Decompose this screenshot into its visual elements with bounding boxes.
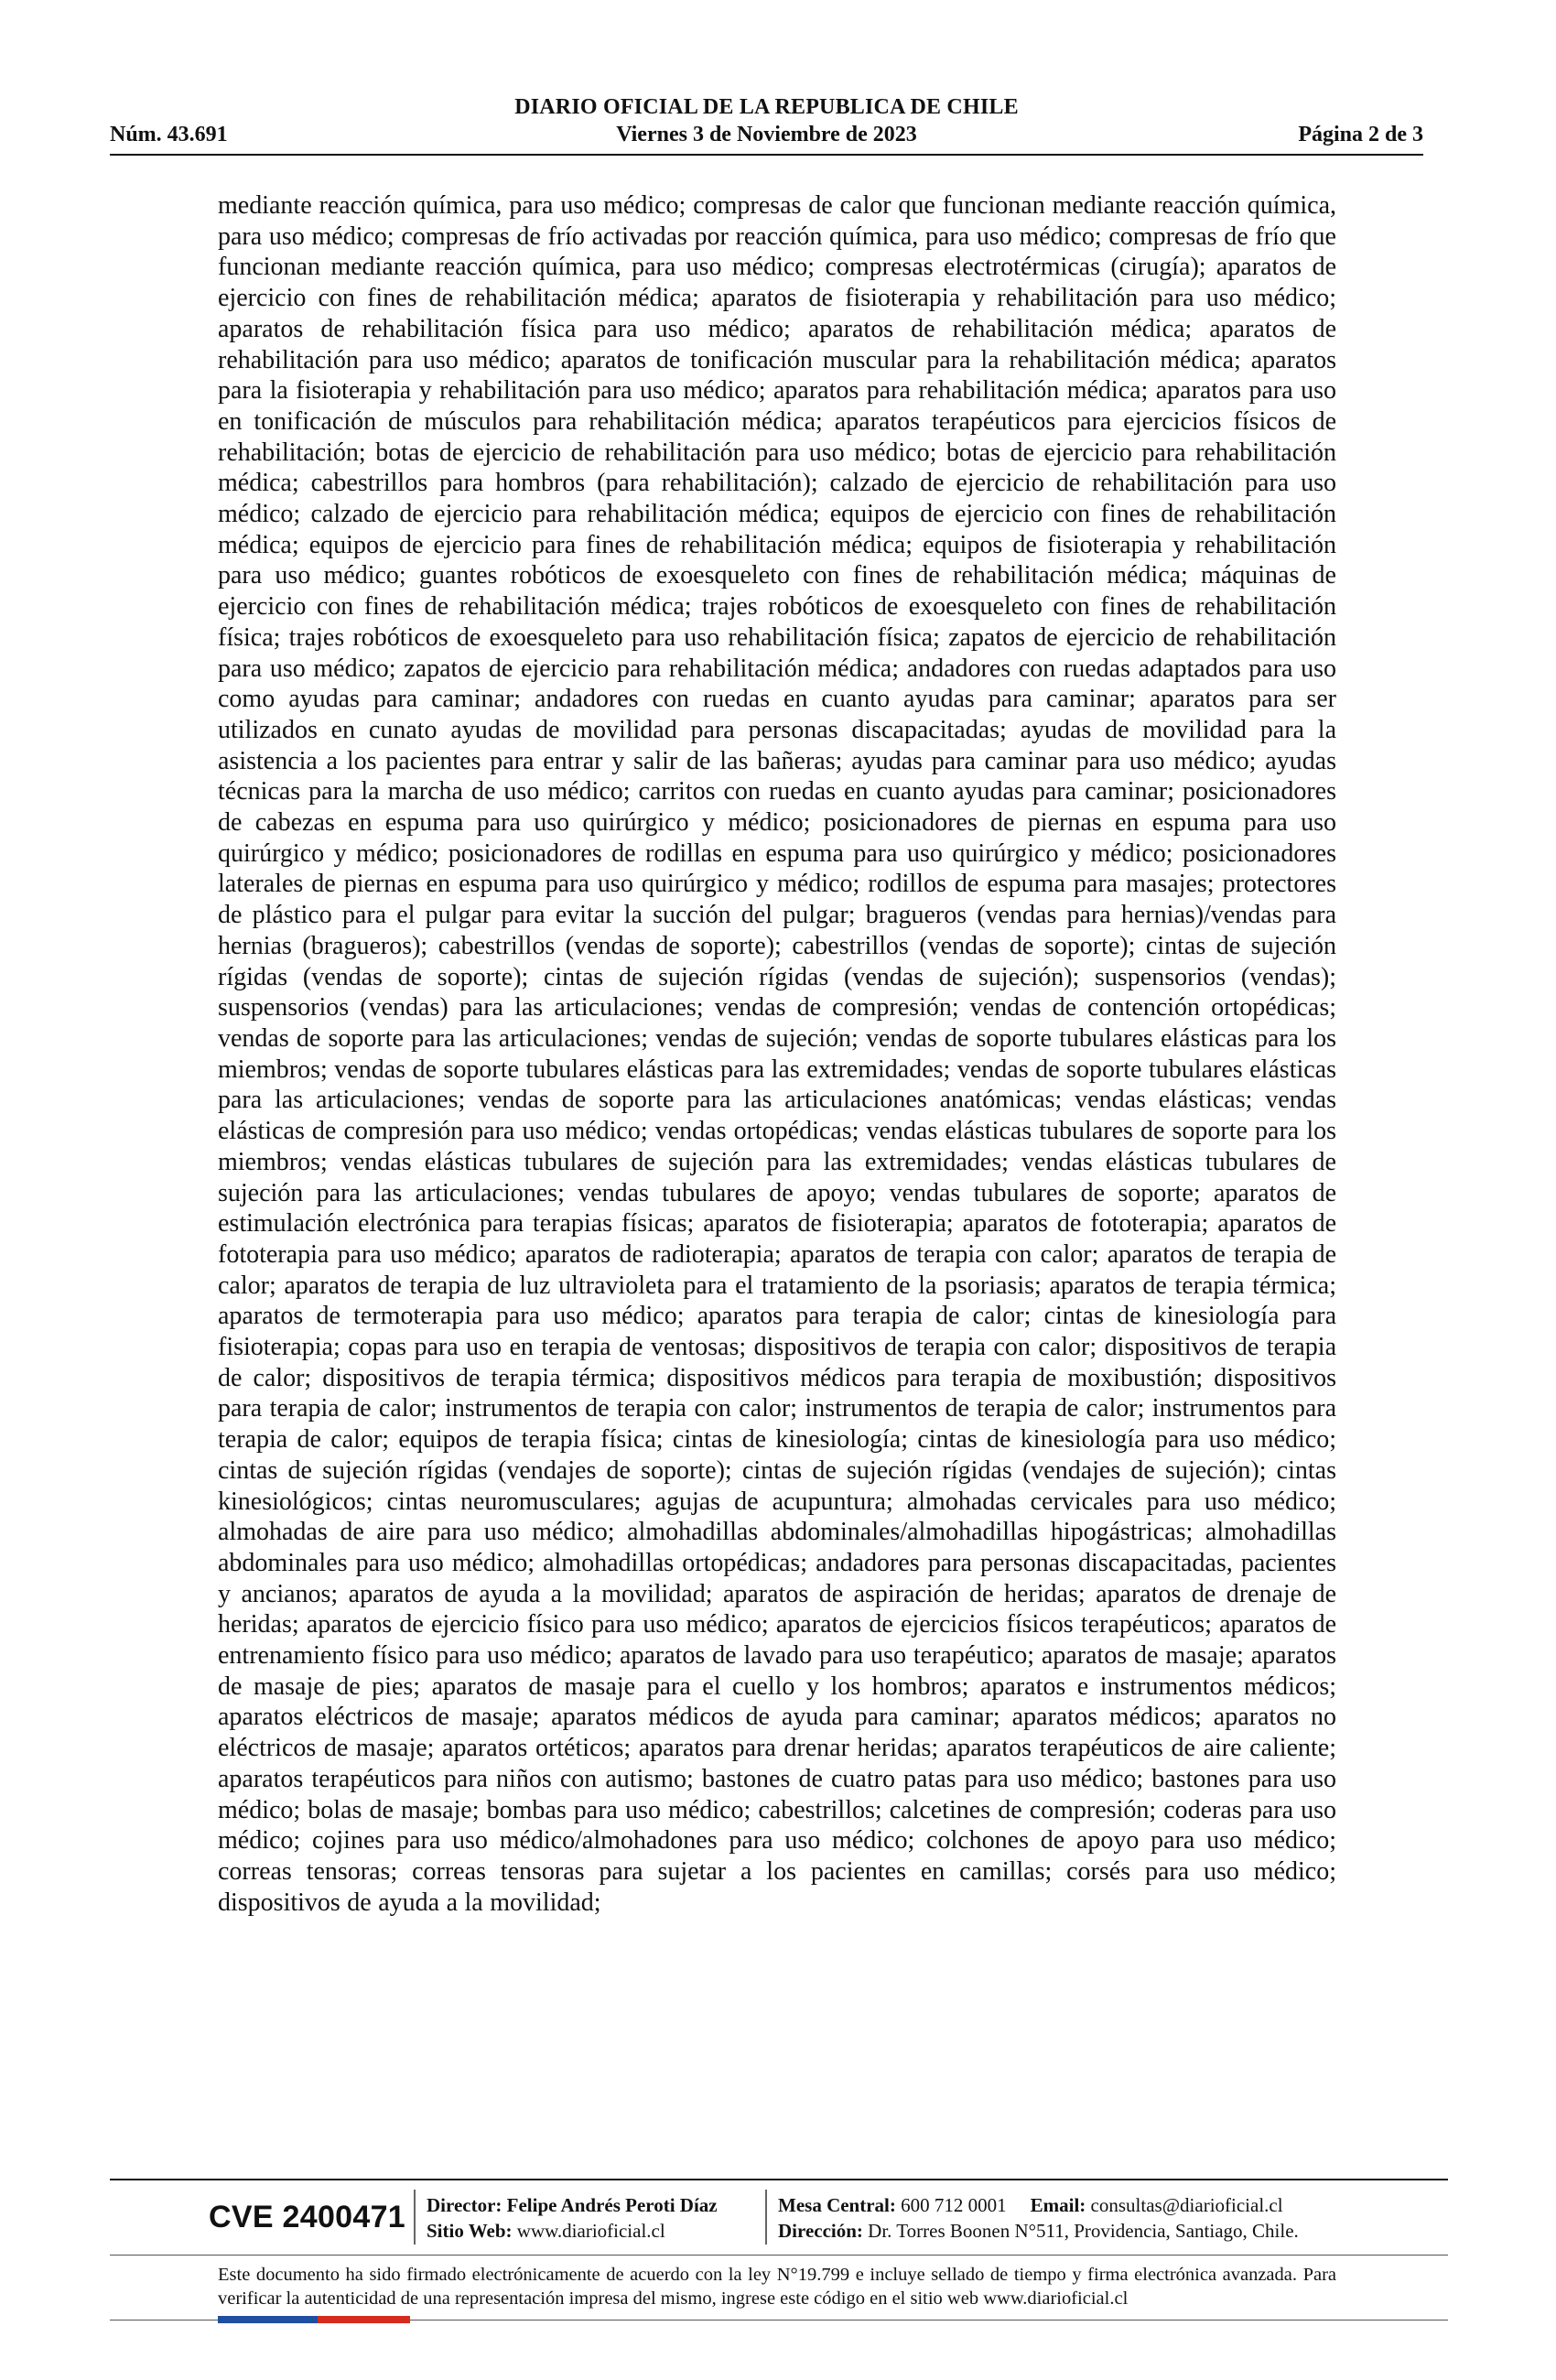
flag-blue-segment bbox=[218, 2316, 318, 2323]
page-header bbox=[110, 92, 1423, 157]
issue-number: Núm. 43.691 bbox=[110, 123, 228, 146]
footer-contact-block bbox=[778, 2192, 1299, 2244]
phone-label: Mesa Central: bbox=[778, 2194, 896, 2216]
document-body: mediante reacción química, para uso médico; compresas de calor que funcionan mediante reacción química, para uso médico; compresas de frío activadas por reacción química, para uso médico; compresas de frío que funcionan mediante reacción química, para uso médico; compresas electrotérmicas (cirugía); aparatos de ejercicio con fines de rehabilitación médica; aparatos de fisioterapia y rehabilitación para uso médico; aparatos de rehabilitación física para uso médico; aparatos de rehabilitación médica; aparatos de rehabilitación para uso médico; aparatos de tonificación muscular para la rehabilitación médica; aparatos para la fisioterapia y rehabilitación para uso médico; aparatos para rehabilitación médica; aparatos para uso en tonificación de músculos para rehabilitación médica; aparatos terapéuticos para ejercicios físicos de rehabilitación; botas de ejercicio de rehabilitación para uso médico; botas de ejercicio para rehabilitación médica; cabestrillos para hombros (para rehabilitación); calzado de ejercicio de rehabilitación para uso médico; calzado de ejercicio para rehabilitación médica; equipos de ejercicio con fines de rehabilitación médica; equipos de ejercicio para fines de rehabilitación médica; equipos de fisioterapia y rehabilitación para uso médico; guantes robóticos de exoesqueleto con fines de rehabilitación médica; máquinas de ejercicio con fines de rehabilitación médica; trajes robóticos de exoesqueleto con fines de rehabilitación física; trajes robóticos de exoesqueleto para uso rehabilitación física; zapatos de ejercicio de rehabilitación para uso médico; zapatos de ejercicio para rehabilitación médica; andadores con ruedas adaptados para uso como ayudas para caminar; andadores con ruedas en cuanto ayudas para caminar; aparatos para ser utilizados en cunato ayudas de movilidad para personas discapacitadas; ayudas de movilidad para la asistencia a los pacientes para entrar y salir de las bañeras; ayudas para caminar para uso médico; ayudas técnicas para la marcha de uso médico; carritos con ruedas en cuanto ayudas para caminar; posicionadores de cabezas en espuma para uso quirúrgico y médico; posicionadores de piernas en espuma para uso quirúrgico y médico; posicionadores de rodillas en espuma para uso quirúrgico y médico; posicionadores laterales de piernas en espuma para uso quirúrgico y médico; rodillos de espuma para masajes; protectores de plástico para el pulgar para evitar la succión del pulgar; bragueros (vendas para hernias)/vendas para hernias (bragueros); cabestrillos (vendas de soporte); cabestrillos (vendas de soporte); cintas de sujeción rígidas (vendas de soporte); cintas de sujeción rígidas (vendas de sujeción); suspensorios (vendas); suspensorios (vendas) para las articulaciones; vendas de compresión; vendas de contención ortopédicas; vendas de soporte para las articulaciones; vendas de sujeción; vendas de soporte tubulares elásticas para los miembros; vendas de soporte tubulares elásticas para las extremidades; vendas de soporte tubulares elásticas para las articulaciones; vendas de soporte para las articulaciones anatómicas; vendas elásticas; vendas elásticas de compresión para uso médico; vendas ortopédicas; vendas elásticas tubulares de soporte para los miembros; vendas elásticas tubulares de sujeción para las extremidades; vendas elásticas tubulares de sujeción para las articulaciones; vendas tubulares de apoyo; vendas tubulares de soporte; aparatos de estimulación electrónica para terapias físicas; aparatos de fisioterapia; aparatos de fototerapia; aparatos de fototerapia para uso médico; aparatos de radioterapia; aparatos de terapia con calor; aparatos de terapia de calor; aparatos de terapia de luz ultravioleta para el tratamiento de la psoriasis; aparatos de terapia térmica; aparatos de termoterapia para uso médico; aparatos para terapia de calor; cintas de kinesiología para fisioterapia; copas para uso en terapia de ventosas; dispositivos de terapia con calor; dispositivos de terapia de calor; dispositivos de terapia térmica; dispositivos médicos para terapia de moxibustión; dispositivos para terapia de calor; instrumentos de terapia con calor; instrumentos de terapia de calor; instrumentos para terapia de calor; equipos de terapia física; cintas de kinesiología; cintas de kinesiología para uso médico; cintas de sujeción rígidas (vendajes de soporte); cintas de sujeción rígidas (vendajes de sujeción); cintas kinesiológicos; cintas neuromusculares; agujas de acupuntura; almohadas cervicales para uso médico; almohadas de aire para uso médico; almohadillas abdominales/almohadillas hipogástricas; almohadillas abdominales para uso médico; almohadillas ortopédicas; andadores para personas discapacitadas, pacientes y ancianos; aparatos de ayuda a la movilidad; aparatos de aspiración de heridas; aparatos de drenaje de heridas; aparatos de ejercicio físico para uso médico; aparatos de ejercicios físicos terapéuticos; aparatos de entrenamiento físico para uso médico; aparatos de lavado para uso terapéutico; aparatos de masaje; aparatos de masaje de pies; aparatos de masaje para el cuello y los hombros; aparatos e instrumentos médicos; aparatos eléctricos de masaje; aparatos médicos de ayuda para caminar; aparatos médicos; aparatos no eléctricos de masaje; aparatos ortéticos; aparatos para drenar heridas; aparatos terapéuticos de aire caliente; aparatos terapéuticos para niños con autismo; bastones de cuatro patas para uso médico; bastones para uso médico; bolas de masaje; bombas para uso médico; cabestrillos; calcetines de compresión; coderas para uso médico; cojines para uso médico/almohadones para uso médico; colchones de apoyo para uso médico; correas tensoras; correas tensoras para sujetar a los pacientes en camillas; corsés para uso médico; dispositivos de ayuda a la movilidad; bbox=[218, 191, 1336, 1917]
issue-date: Viernes 3 de Noviembre de 2023 bbox=[616, 123, 917, 146]
footer-divider-middle bbox=[110, 2255, 1448, 2256]
publication-title: DIARIO OFICIAL DE LA REPUBLICA DE CHILE bbox=[514, 95, 1019, 119]
footer-separator bbox=[414, 2190, 416, 2245]
address-text: Dr. Torres Boonen N°511, Providencia, Santiago, Chile. bbox=[868, 2220, 1299, 2242]
cve-code: CVE 2400471 bbox=[209, 2200, 406, 2234]
footer-divider-top bbox=[110, 2179, 1448, 2180]
address-label: Dirección: bbox=[778, 2220, 863, 2242]
flag-red-segment bbox=[318, 2316, 410, 2323]
director-name: Felipe Andrés Peroti Díaz bbox=[506, 2194, 718, 2216]
footer-separator bbox=[765, 2190, 767, 2245]
website-label: Sitio Web: bbox=[427, 2220, 513, 2242]
email-label: Email: bbox=[1030, 2194, 1086, 2216]
page-number: Página 2 de 3 bbox=[1298, 123, 1423, 146]
email-link[interactable]: consultas@diarioficial.cl bbox=[1090, 2194, 1283, 2216]
director-label: Director: bbox=[427, 2194, 502, 2216]
legal-notice: Este documento ha sido firmado electrónicamente de acuerdo con la ley N°19.799 e incluye sellado de tiempo y firma electrónica avanzada. Para verificar la autenticidad de una representación impresa del mismo, ingrese este código en el sitio web www.diarioficial.cl bbox=[218, 2265, 1336, 2309]
chile-flag-stripe bbox=[218, 2316, 410, 2323]
footer-director-block bbox=[427, 2192, 718, 2244]
website-link[interactable]: www.diarioficial.cl bbox=[516, 2220, 665, 2242]
phone-number: 600 712 0001 bbox=[901, 2194, 1007, 2216]
header-divider bbox=[110, 154, 1423, 156]
